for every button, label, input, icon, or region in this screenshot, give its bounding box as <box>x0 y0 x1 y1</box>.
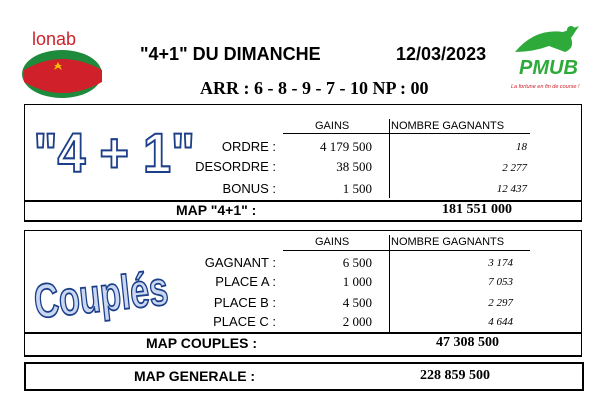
divider <box>389 119 390 198</box>
map-generale-value: 228 859 500 <box>420 368 490 383</box>
badge-couples <box>30 250 171 329</box>
row-label-place-b: PLACE B : <box>213 295 276 310</box>
row-label-gagnant: GAGNANT : <box>204 255 276 270</box>
gains-place-a: 1 000 <box>342 274 372 289</box>
row-label-bonus: BONUS : <box>222 181 276 196</box>
gagnants-gagnant: 3 174 <box>488 257 513 269</box>
pmub-logo-text: PMUB <box>519 57 578 79</box>
divider <box>283 250 530 251</box>
gagnants-desordre: 2 277 <box>502 162 527 174</box>
row-label-place-a: PLACE A : <box>215 274 276 289</box>
gagnants-ordre: 18 <box>516 141 527 153</box>
gains-place-b: 4 500 <box>342 295 372 310</box>
race-date: 12/03/2023 <box>396 44 487 64</box>
page-title: "4+1" DU DIMANCHE <box>140 44 321 64</box>
badge-4plus1 <box>30 112 195 189</box>
lonab-logo-text: lonab <box>32 29 77 49</box>
gains-place-c: 2 000 <box>342 314 372 329</box>
col-head-gains: GAINS <box>315 120 350 132</box>
gagnants-place-c: 4 644 <box>488 316 513 328</box>
gagnants-place-a: 7 053 <box>488 276 513 288</box>
row-label-place-c: PLACE C : <box>213 314 276 329</box>
lonab-logo <box>16 30 112 100</box>
row-label-ordre: ORDRE : <box>221 139 276 154</box>
pmub-tagline: La fortune en fin de course ! <box>511 84 580 90</box>
gagnants-bonus: 12 437 <box>496 183 527 195</box>
map-couples-value: 47 308 500 <box>436 335 499 350</box>
gains-desordre: 38 500 <box>336 159 372 174</box>
col-head-gains: GAINS <box>315 236 350 248</box>
gains-ordre: 4 179 500 <box>320 139 372 154</box>
row-label-desordre: DESORDRE : <box>195 159 276 174</box>
map-generale-label: MAP GENERALE : <box>134 368 256 384</box>
gains-bonus: 1 500 <box>342 181 372 196</box>
map-couples-label: MAP COUPLES : <box>146 335 257 351</box>
badge-4plus1-text: "4 + 1" <box>33 122 195 185</box>
col-head-gagnants: NOMBRE GAGNANTS <box>391 236 505 248</box>
divider <box>283 133 530 134</box>
gains-gagnant: 6 500 <box>342 255 372 270</box>
map-generale-bar <box>24 362 584 391</box>
map-4plus1-value: 181 551 000 <box>442 202 512 217</box>
gagnants-place-b: 2 297 <box>488 297 513 309</box>
arrivee-line: ARR : 6 - 8 - 9 - 7 - 10 NP : 00 <box>200 78 429 98</box>
col-head-gagnants: NOMBRE GAGNANTS <box>391 120 505 132</box>
map-4plus1-label: MAP "4+1" : <box>176 202 257 218</box>
pmub-logo <box>505 22 591 94</box>
badge-couples-text: Couplés <box>31 260 171 329</box>
